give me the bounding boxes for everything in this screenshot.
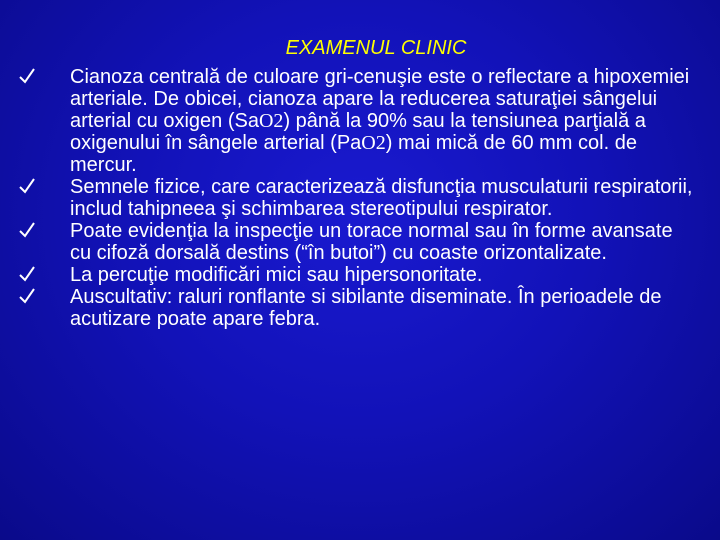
bullet-item-physical-signs — [18, 176, 698, 220]
bullet-text — [70, 66, 689, 176]
checkmark-icon — [18, 220, 38, 242]
oxygen-formula: O2 — [361, 132, 386, 154]
checkmark-icon — [18, 264, 38, 286]
bullet-item-inspection — [18, 220, 698, 264]
bullet-text: La percuţie modificări mici sau hipersonoritate. — [70, 264, 483, 286]
bullet-item-percussion — [18, 264, 698, 286]
bullet-item-auscultation — [18, 286, 698, 330]
checkmark-icon — [18, 66, 38, 88]
bullet-text-part: ) până la 90% sau la tensiunea parţială a oxigenului în sângele arterial (Pa — [70, 110, 646, 154]
bullet-text: Auscultativ: raluri ronflante si sibilante diseminate. În perioadele de acutizare poate apare febra. — [70, 286, 662, 330]
bullet-text: Semnele fizice, care caracterizează disfuncţia musculaturii respiratorii, includ tahipneea şi schimbarea stereotipului respirator. — [70, 176, 693, 220]
bullet-text-part: Cianoza centrală de culoare gri-cenuşie este o reflectare a hipoxemiei arteriale. De obicei, cianoza apare la reducerea saturaţiei sângelui arterial cu oxigen (Sa — [70, 66, 690, 132]
bullet-text-part: ) mai mică de 60 mm col. de mercur. — [70, 132, 637, 176]
bullet-item-cyanosis — [18, 66, 698, 176]
bullet-text: Poate evidenţia la inspecţie un torace normal sau în forme avansate cu cifoză dorsală destins (“în butoi”) cu coaste orizontalizate. — [70, 220, 673, 264]
bullet-list — [18, 66, 698, 330]
checkmark-icon — [18, 286, 38, 308]
checkmark-icon — [18, 176, 38, 198]
oxygen-formula: O2 — [258, 110, 284, 132]
slide-title: EXAMENUL CLINIC — [285, 37, 467, 59]
